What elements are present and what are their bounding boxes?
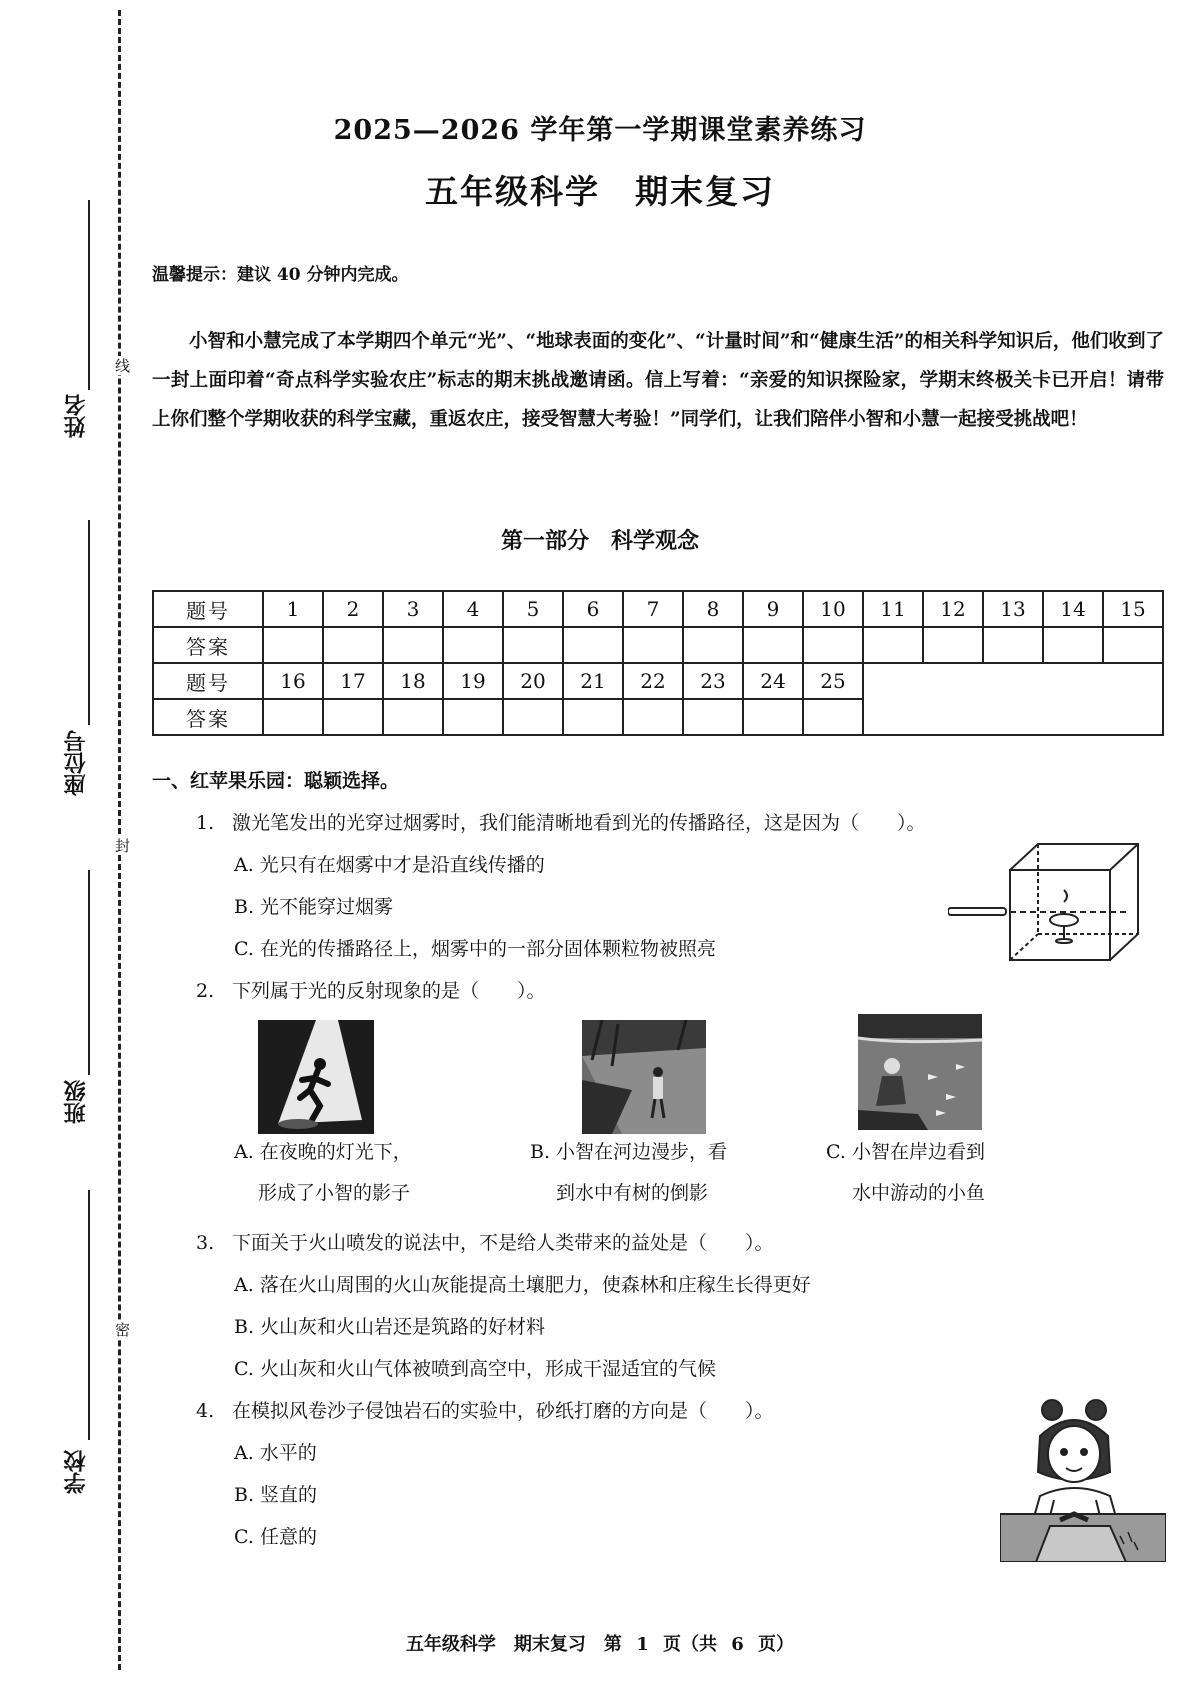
table-cell-num: 1 [263, 591, 323, 627]
answer-cell[interactable] [683, 627, 743, 663]
question-number: 3. [196, 1232, 215, 1254]
question-4 [196, 1396, 774, 1423]
table-cell-num: 7 [623, 591, 683, 627]
table-cell-num: 23 [683, 663, 743, 699]
class-line[interactable] [88, 870, 90, 1075]
table-cell-num: 19 [443, 663, 503, 699]
answer-cell[interactable] [1043, 627, 1103, 663]
table-cell-num: 24 [743, 663, 803, 699]
answer-cell[interactable] [323, 699, 383, 735]
answer-table-row [153, 591, 1163, 627]
answer-cell[interactable] [323, 627, 383, 663]
question-text: 下列属于光的反射现象的是（ ）。 [232, 980, 546, 1002]
table-cell-num: 6 [563, 591, 623, 627]
question-number: 2. [196, 980, 215, 1002]
question-text: 激光笔发出的光穿过烟雾时，我们能清晰地看到光的传播路径，这是因为（ ）。 [232, 812, 926, 834]
table-empty-block [863, 663, 1163, 735]
table-cell-num: 8 [683, 591, 743, 627]
answer-cell[interactable] [803, 627, 863, 663]
q2-option-b[interactable] [530, 1132, 727, 1214]
table-cell-num: 22 [623, 663, 683, 699]
answer-cell[interactable] [263, 627, 323, 663]
class-label: 班级 [63, 1080, 89, 1124]
q2-option-b-line2: 到水中有树的倒影 [556, 1182, 709, 1204]
table-cell-num: 2 [323, 591, 383, 627]
answer-cell[interactable] [623, 627, 683, 663]
q2-option-a[interactable] [234, 1132, 412, 1214]
answer-cell[interactable] [743, 699, 803, 735]
table-cell-num: 13 [983, 591, 1043, 627]
name-line[interactable] [88, 200, 90, 390]
q3-option-c[interactable]: C. 火山灰和火山气体被喷到高空中，形成干湿适宜的气候 [234, 1358, 716, 1380]
section-heading: 一、红苹果乐园：聪颖选择。 [152, 770, 400, 792]
name-label: 姓名 [63, 394, 89, 438]
binding-word-line: 线 [113, 358, 131, 373]
table-header-ans: 答案 [153, 699, 263, 735]
table-cell-num: 20 [503, 663, 563, 699]
page-subtitle: 五年级科学 期末复习 [425, 172, 775, 211]
night-shadow-image[interactable] [258, 1020, 374, 1134]
q1-option-a[interactable]: A. 光只有在烟雾中才是沿直线传播的 [234, 854, 545, 876]
fish-in-water-image[interactable] [858, 1014, 982, 1130]
answer-table [152, 590, 1164, 736]
table-cell-num: 10 [803, 591, 863, 627]
question-text: 下面关于火山喷发的说法中，不是给人类带来的益处是（ ）。 [232, 1232, 774, 1254]
table-cell-num: 3 [383, 591, 443, 627]
q2-option-c-line1: C. 小智在岸边看到 [826, 1141, 985, 1163]
girl-sanding-rock-figure [1000, 1396, 1166, 1562]
answer-cell[interactable] [263, 699, 323, 735]
q1-option-b[interactable]: B. 光不能穿过烟雾 [234, 896, 394, 918]
q3-option-a[interactable]: A. 落在火山周围的火山灰能提高土壤肥力，使森林和庄稼生长得更好 [234, 1274, 811, 1296]
answer-cell[interactable] [743, 627, 803, 663]
q4-option-c[interactable]: C. 任意的 [234, 1526, 317, 1548]
table-cell-num: 4 [443, 591, 503, 627]
answer-cell[interactable] [863, 627, 923, 663]
q2-option-c-line2: 水中游动的小鱼 [852, 1182, 986, 1204]
page-footer: 五年级科学 期末复习 第 1 页（共 6 页） [405, 1634, 795, 1655]
question-2 [196, 976, 546, 1003]
table-cell-num: 21 [563, 663, 623, 699]
q4-option-a[interactable]: A. 水平的 [234, 1442, 317, 1464]
q1-option-c[interactable]: C. 在光的传播路径上，烟雾中的一部分固体颗粒物被照亮 [234, 938, 716, 960]
table-header-num: 题号 [153, 663, 263, 699]
answer-cell[interactable] [683, 699, 743, 735]
table-cell-num: 18 [383, 663, 443, 699]
question-1 [196, 808, 926, 835]
answer-table-row [153, 627, 1163, 663]
question-number: 1. [196, 812, 215, 834]
school-label: 学校 [63, 1450, 89, 1494]
question-text: 在模拟风卷沙子侵蚀岩石的实验中，砂纸打磨的方向是（ ）。 [232, 1400, 774, 1422]
question-3 [196, 1228, 774, 1255]
smoke-box-laser-figure [948, 840, 1148, 962]
table-cell-num: 16 [263, 663, 323, 699]
table-cell-num: 12 [923, 591, 983, 627]
intro-paragraph: 小智和小慧完成了本学期四个单元“光”、“地球表面的变化”、“计量时间”和“健康生活”的相关科学知识后，他们收到了一封上面印着“奇点科学实验农庄”标志的期末挑战邀请函。信上写着：“亲爱的知识探险家，学期末终极关卡已开启！请带上你们整个学期收获的科学宝藏，重返农庄，接受智慧大考验！”同学们，让我们陪伴小智和小慧一起接受挑战吧！ [152, 331, 1164, 430]
q2-option-a-line1: A. 在夜晚的灯光下， [234, 1141, 412, 1163]
binding-word-seal: 封 [113, 838, 131, 853]
table-cell-num: 25 [803, 663, 863, 699]
binding-word-dense: 密 [113, 1322, 131, 1337]
table-cell-num: 9 [743, 591, 803, 627]
school-line[interactable] [88, 1190, 90, 1440]
q3-option-b[interactable]: B. 火山灰和火山岩还是筑路的好材料 [234, 1316, 546, 1338]
q4-option-b[interactable]: B. 竖直的 [234, 1484, 318, 1506]
answer-cell[interactable] [443, 699, 503, 735]
answer-cell[interactable] [923, 627, 983, 663]
answer-cell[interactable] [503, 627, 563, 663]
answer-cell[interactable] [503, 699, 563, 735]
part-title: 第一部分 科学观念 [500, 528, 699, 554]
answer-cell[interactable] [1103, 627, 1163, 663]
table-cell-num: 5 [503, 591, 563, 627]
answer-cell[interactable] [443, 627, 503, 663]
q2-option-b-line1: B. 小智在河边漫步，看 [530, 1141, 728, 1163]
table-cell-num: 17 [323, 663, 383, 699]
river-reflection-image[interactable] [582, 1020, 706, 1134]
question-number: 4. [196, 1400, 215, 1422]
table-header-num: 题号 [153, 591, 263, 627]
answer-cell[interactable] [563, 627, 623, 663]
answer-cell[interactable] [563, 699, 623, 735]
answer-cell[interactable] [623, 699, 683, 735]
answer-cell[interactable] [383, 699, 443, 735]
answer-cell[interactable] [383, 627, 443, 663]
page-title: 2025—2026 学年第一学期课堂素养练习 [333, 115, 867, 146]
answer-cell[interactable] [983, 627, 1043, 663]
table-cell-num: 11 [863, 591, 923, 627]
seat-label: 座位号 [63, 730, 89, 796]
answer-table-row [153, 663, 1163, 699]
q2-option-c[interactable] [826, 1132, 985, 1214]
table-cell-num: 15 [1103, 591, 1163, 627]
table-header-ans: 答案 [153, 627, 263, 663]
table-cell-num: 14 [1043, 591, 1103, 627]
tip-text: 温馨提示：建议 40 分钟内完成。 [152, 265, 409, 285]
q2-option-a-line2: 形成了小智的影子 [258, 1182, 411, 1204]
answer-cell[interactable] [803, 699, 863, 735]
